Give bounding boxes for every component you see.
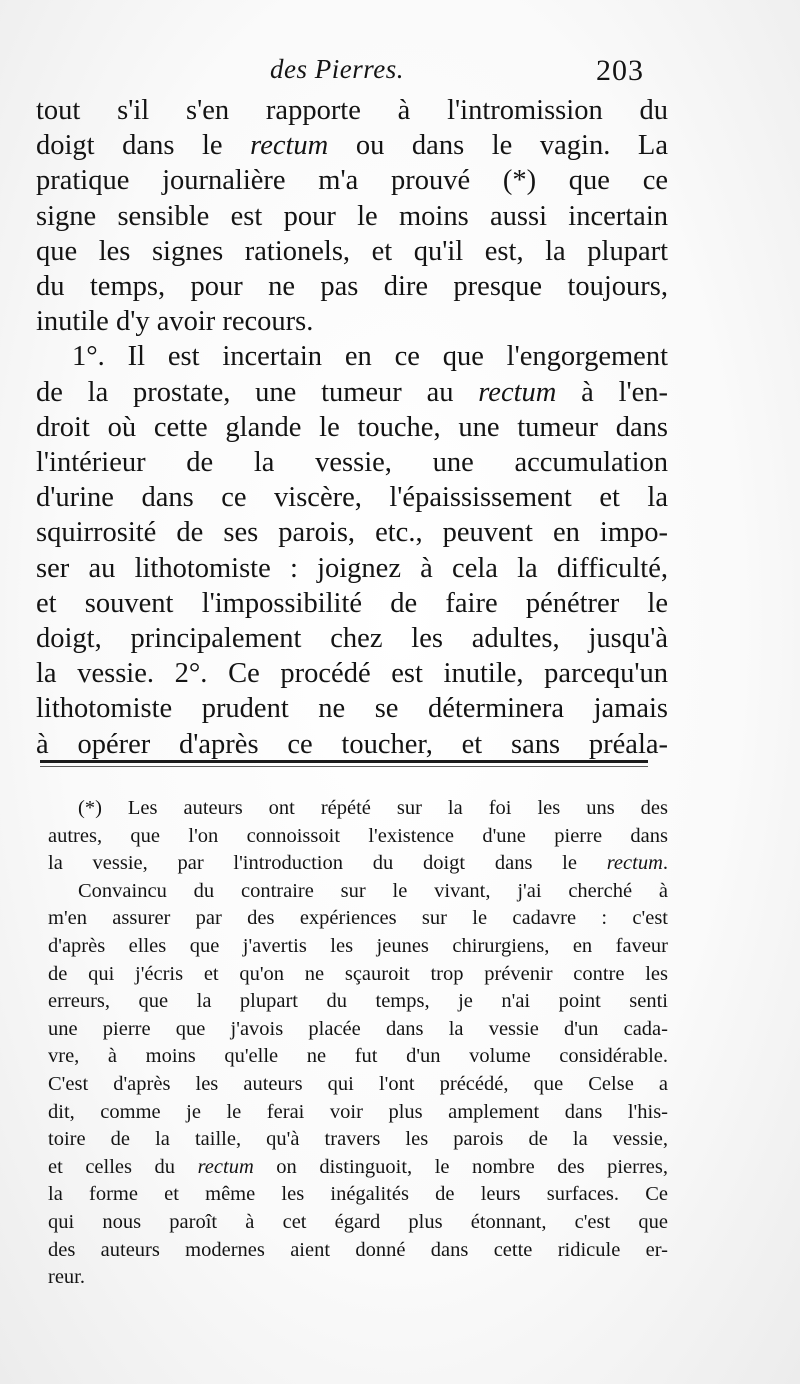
footnote-line: une pierre que j'avois placée dans la vessie d'un cada- [48,1017,668,1040]
italic-term: rectum [197,1155,254,1178]
main-text [36,93,668,762]
footnote-line: qui nous paroît à cet égard plus étonnant, c'est que [48,1210,668,1233]
running-title: des Pierres. [270,54,404,84]
footnote-line: reur. [48,1266,85,1289]
footnote-line: autres, que l'on connoissoit l'existence d'une pierre dans [48,824,668,847]
text-line: de la prostate, une tumeur au rectum à l'en- [36,376,669,408]
footnote-line: Convaincu du contraire sur le vivant, j'ai cherché à [78,879,668,902]
italic-term: rectum [478,376,557,408]
text-line: à opérer d'après ce toucher, et sans préala- [36,728,668,760]
footnote-line: la vessie, par l'introduction du doigt dans le rectum. [48,852,668,875]
footnote-line: C'est d'après les auteurs qui l'ont précédé, que Celse a [48,1072,668,1095]
footnote-line: m'en assurer par des expériences sur le cadavre : c'est [48,907,668,930]
footnote-line: erreurs, que la plupart du temps, je n'ai point senti [48,990,668,1013]
text-line: inutile d'y avoir recours. [36,306,314,338]
text-line: doigt, principalement chez les adultes, jusqu'à [36,623,668,655]
footnote [48,795,668,1292]
footnote-line: (*) Les auteurs ont répété sur la foi les uns des [78,797,668,819]
text-line: l'intérieur de la vessie, une accumulation [36,447,668,479]
footnote-line: des auteurs modernes aient donné dans cette ridicule er- [48,1238,668,1261]
footnote-line: vre, à moins qu'elle ne fut d'un volume considérable. [48,1045,668,1068]
page-number: 203 [596,54,644,87]
text-line: la vessie. 2°. Ce procédé est inutile, parcequ'un [36,658,668,690]
page-header [0,54,800,94]
footnote-line: la forme et même les inégalités de leurs surfaces. Ce [48,1183,668,1206]
text-line: et souvent l'impossibilité de faire pénétrer le [36,587,668,619]
text-line: du temps, pour ne pas dire presque toujours, [36,271,668,303]
footnote-divider [40,760,648,763]
footnote-line: d'après elles que j'avertis les jeunes chirurgiens, en faveur [48,934,668,957]
text-line: squirrosité de ses parois, etc., peuvent en impo- [36,517,668,549]
text-line: droit où cette glande le touche, une tumeur dans [36,411,668,443]
text-line: pratique journalière m'a prouvé (*) que ce [36,165,668,197]
text-line: que les signes rationels, et qu'il est, la plupart [36,235,668,267]
text-line: tout s'il s'en rapporte à l'intromission du [36,95,668,126]
text-line: doigt dans le rectum ou dans le vagin. La [36,130,668,162]
footnote-line: et celles du rectum on distinguoit, le nombre des pierres, [48,1155,668,1178]
text-line: 1°. Il est incertain en ce que l'engorgement [72,341,668,373]
text-line: signe sensible est pour le moins aussi incertain [36,200,668,232]
text-line: lithotomiste prudent ne se déterminera jamais [36,693,668,725]
footnote-divider-thin [40,766,648,767]
footnote-line: dit, comme je le ferai voir plus amplement dans l'his- [48,1100,668,1123]
italic-term: rectum [606,852,663,875]
footnote-line: de qui j'écris et qu'on ne sçauroit trop prévenir contre les [48,962,668,985]
text-line: d'urine dans ce viscère, l'épaississement et la [36,482,668,514]
italic-term: rectum [250,130,329,162]
footnote-line: toire de la taille, qu'à travers les parois de la vessie, [48,1128,668,1151]
text-line: ser au lithotomiste : joignez à cela la difficulté, [36,552,668,584]
